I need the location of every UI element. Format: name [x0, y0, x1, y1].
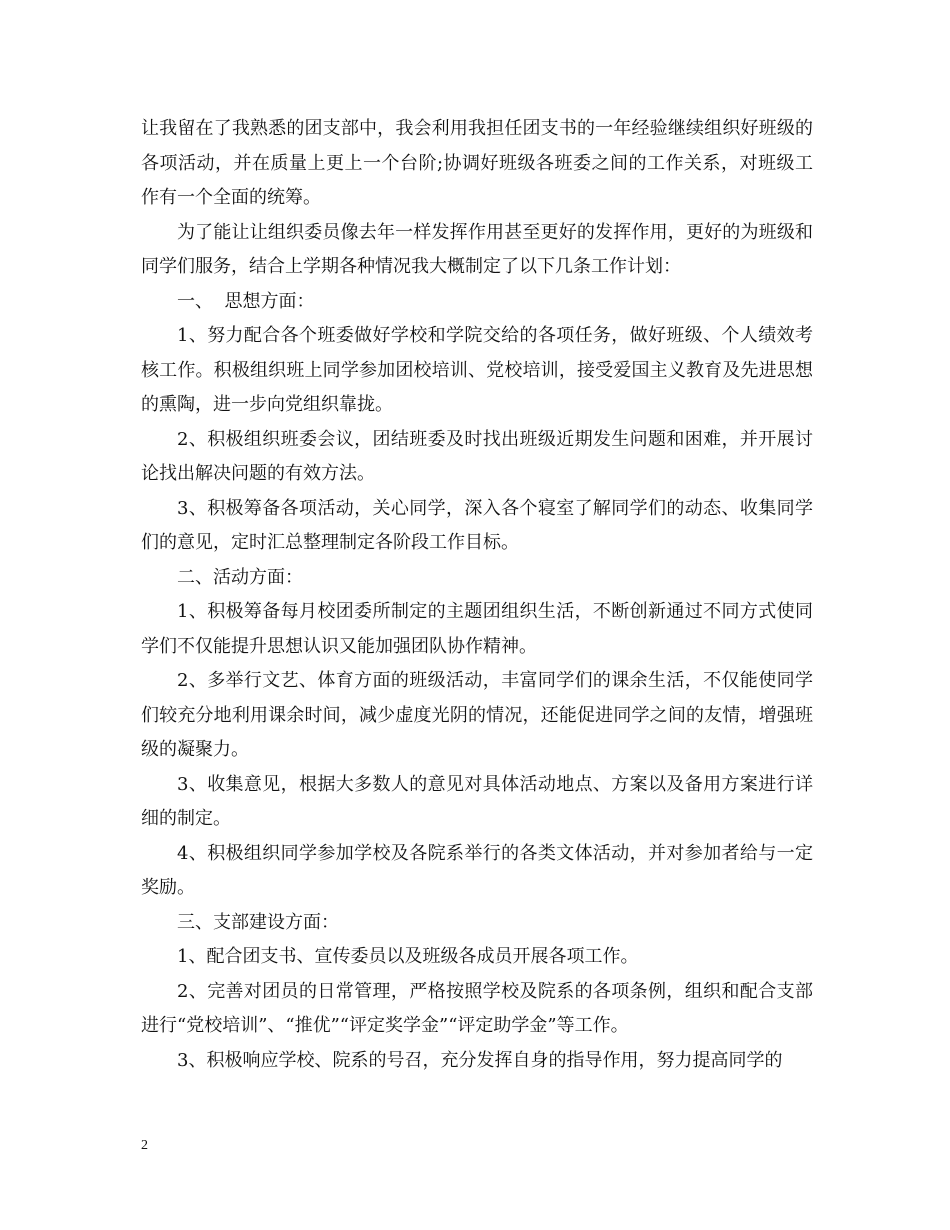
paragraph: 2、积极组织班委会议，团结班委及时找出班级近期发生问题和困难，并开展讨论找出解决问题的有效方法。 [141, 428, 813, 484]
paragraph: 3、积极筹备各项活动，关心同学，深入各个寝室了解同学们的动态、收集同学们的意见，定时汇总整理制定各阶段工作目标。 [141, 497, 813, 553]
paragraph: 2、完善对团员的日常管理，严格按照学校及院系的各项条例，组织和配合支部进行“党校培训”、“推优”“评定奖学金”“评定助学金”等工作。 [141, 980, 813, 1036]
paragraph: 4、积极组织同学参加学校及各院系举行的各类文体活动，并对参加者给与一定奖励。 [141, 842, 813, 898]
paragraph: 让我留在了我熟悉的团支部中，我会利用我担任团支书的一年经验继续组织好班级的各项活动，并在质量上更上一个台阶;协调好班级各班委之间的工作关系，对班级工作有一个全面的统筹。 [141, 118, 813, 208]
paragraph: 2、多举行文艺、体育方面的班级活动，丰富同学们的课余生活，不仅能使同学们较充分地利用课余时间，减少虚度光阴的情况，还能促进同学之间的友情，增强班级的凝聚力。 [141, 670, 813, 760]
page-number: 2 [141, 1138, 148, 1153]
document-body [141, 112, 813, 1078]
section-heading: 一、 思想方面： [177, 290, 315, 312]
paragraph: 3、积极响应学校、院系的号召，充分发挥自身的指导作用，努力提高同学的 [177, 1049, 783, 1071]
paragraph: 为了能让让组织委员像去年一样发挥作用甚至更好的发挥作用，更好的为班级和同学们服务，结合上学期各种情况我大概制定了以下几条工作计划： [141, 221, 813, 277]
paragraph: 1、努力配合各个班委做好学校和学院交给的各项任务，做好班级、个人绩效考核工作。积极组织班上同学参加团校培训、党校培训，接受爱国主义教育及先进思想的熏陶，进一步向党组织靠拢。 [141, 325, 813, 415]
section-heading: 二、活动方面： [177, 566, 303, 588]
paragraph: 3、收集意见，根据大多数人的意见对具体活动地点、方案以及备用方案进行详细的制定。 [141, 773, 813, 829]
paragraph: 1、配合团支书、宣传委员以及班级各成员开展各项工作。 [177, 946, 639, 967]
paragraph: 1、积极筹备每月校团委所制定的主题团组织生活，不断创新通过不同方式使同学们不仅能提升思想认识又能加强团队协作精神。 [141, 601, 813, 657]
section-heading: 三、支部建设方面： [177, 911, 339, 933]
